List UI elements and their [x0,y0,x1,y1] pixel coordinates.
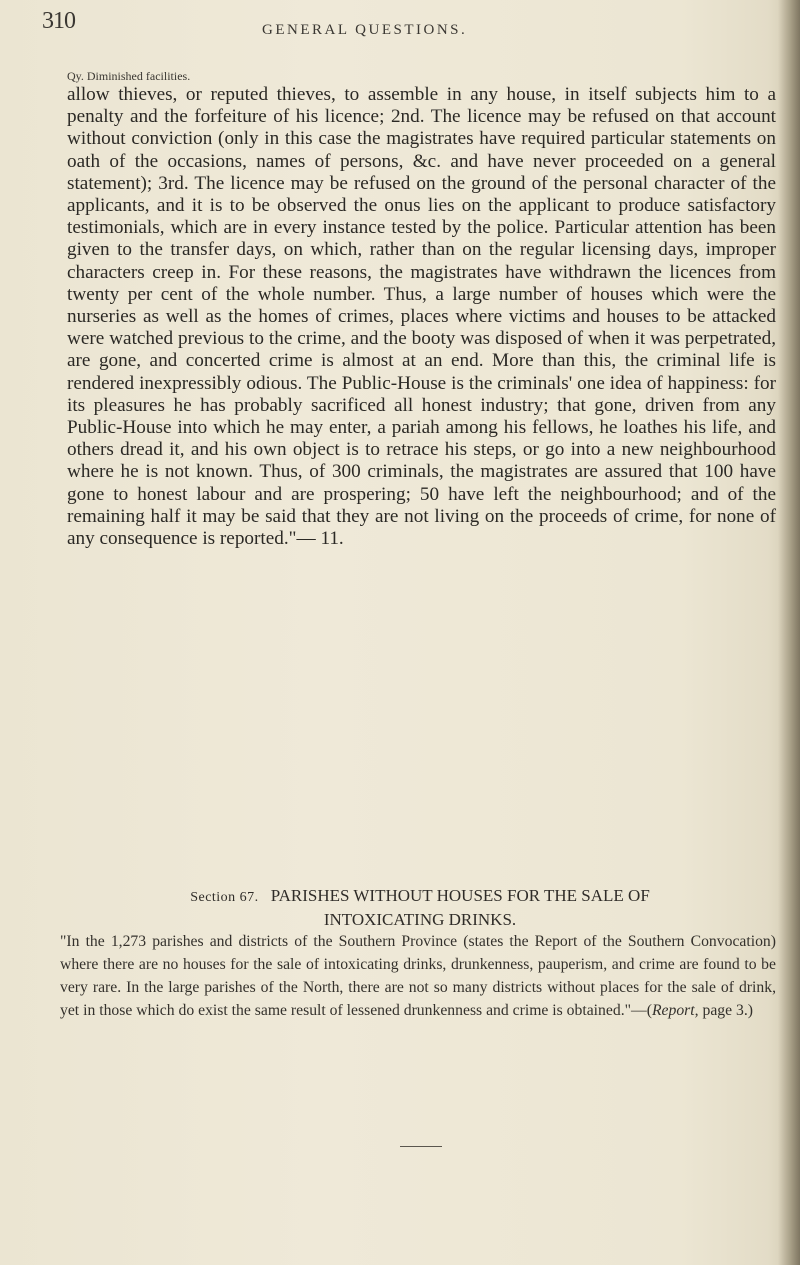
side-note: Qy. Diminished facilities. [67,69,191,83]
section-label: Section 67. [190,890,259,905]
section-heading [60,885,780,931]
quote-body: "In the 1,273 parishes and districts of the Southern Province (states the Report of the Southern Convocation) where there are no houses for the sale of intoxicating drinks, drunkenness, pauperism, and crime are found to be very rare. In the large parishes of the North, there are not so many districts without places for the sale of drink, yet in those which do exist the same result of lessened drunkenness and crime is obtained."—( [60,933,776,1019]
quote-paragraph [60,930,776,1022]
running-head: GENERAL QUESTIONS. [262,22,468,38]
closing-rule [400,1146,442,1147]
quote-citation: Report, [651,1002,699,1019]
quote-tail: page 3.) [698,1002,754,1019]
section-heading-line1 [60,885,780,909]
body-paragraph: allow thieves, or reputed thieves, to assemble in any house, in itself subjects him to a penalty and the forfeiture of his licence; 2nd. The licence may be refused on that account without conviction (only in this case the magistrates have required particular statements on oath of the occasions, names of persons, &c. and have never proceeded on a general statement); 3rd. The licence may be refused on the ground of the personal character of the applicants, and it is to be observed the onus lies on the applicant to produce satisfactory testimonials, which are in every instance tested by the police. Particular attention has been given to the transfer days, on which, rather than on the regular licensing days, improper characters creep in. For these reasons, the magistrates have withdrawn the licences from twenty per cent of the whole number. Thus, a large number of houses which were the nurseries as well as the homes of crimes, places where victims and houses to be attacked were watched previous to the crime, and the booty was disposed of when it was perpetrated, are gone, and concerted crime is almost at an end. More than this, the criminal life is rendered inexpressibly odious. The Public-House is the criminals' one idea of happiness: for its pleasures he has probably sacrificed all honest industry; that gone, driven from any Public-House into which he may enter, a pariah among his fellows, he loathes his life, and others dread it, and his own object is to retrace his steps, or go into a new neighbourhood where he is not known. Thus, of 300 criminals, the magistrates are assured that 100 have gone to honest labour and are prospering; 50 have left the neighbourhood; and of the remaining half it may be said that they are not living on the proceeds of crime, for none of any consequence is reported."— 11. [67,84,776,550]
section-title-line2: INTOXICATING DRINKS. [323,910,517,929]
section-title-line1: PARISHES WITHOUT HOUSES FOR THE SALE OF [270,886,650,905]
page-number: 310 [42,8,75,34]
page-edge-shadow [778,0,800,1265]
